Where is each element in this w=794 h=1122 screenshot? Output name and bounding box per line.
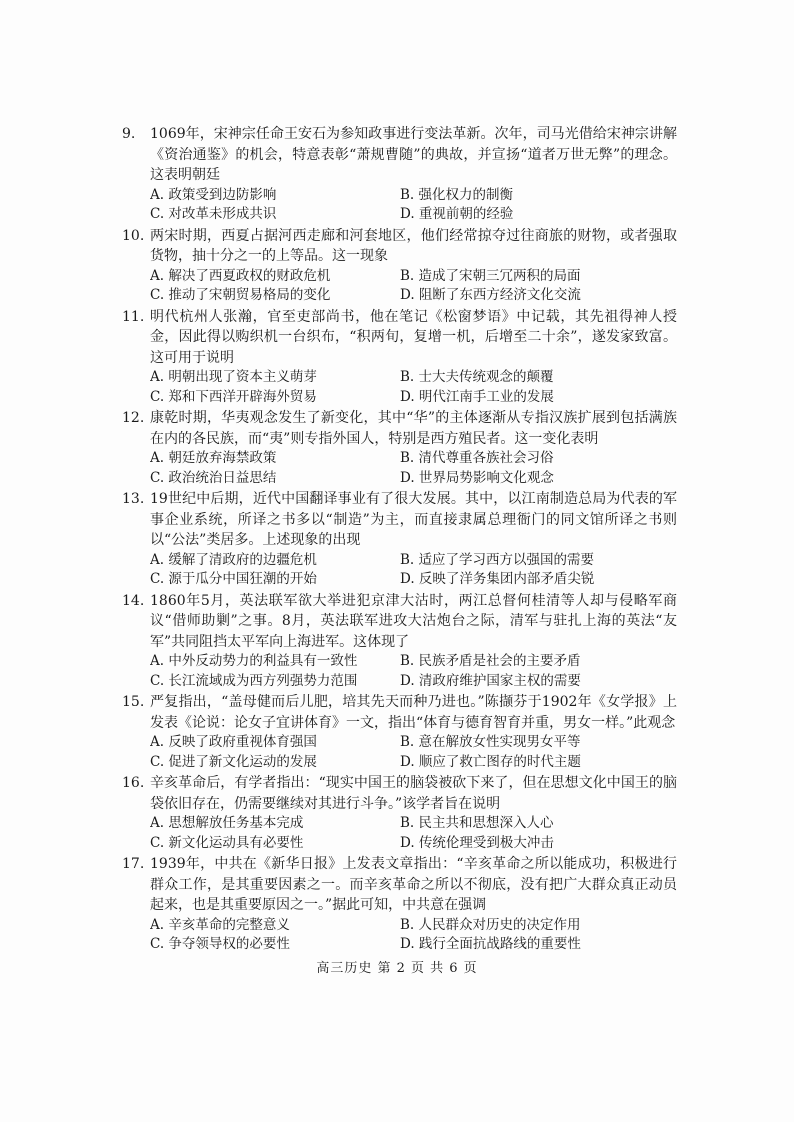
answer-option: C. 争夺领导权的必要性 (150, 936, 290, 952)
answer-option: C. 对改革未形成共识 (150, 206, 277, 222)
answer-option: C. 郑和下西洋开辟海外贸易 (150, 388, 317, 405)
answer-option: D. 顺应了救亡图存的时代主题 (400, 753, 581, 770)
question-item (122, 408, 677, 488)
answer-option: A. 明朝出现了资本主义萌芽 (150, 369, 317, 385)
answer-options (150, 186, 677, 225)
answer-option: D. 阻断了东西方经济文化交流 (400, 287, 581, 303)
answer-options (150, 551, 677, 590)
question-item (122, 854, 677, 955)
question-item (122, 692, 677, 772)
question-number: 13. (122, 491, 145, 507)
question-stem-row (122, 854, 677, 916)
question-stem-row (122, 408, 677, 449)
answer-option: A. 中外反动势力的利益具有一致性 (150, 653, 358, 669)
answer-option: D. 清政府维护国家主权的需要 (400, 672, 581, 689)
answer-options (150, 814, 677, 853)
answer-option: B. 清代尊重各族社会习俗 (400, 450, 554, 466)
question-stem: 康乾时期，华夷观念发生了新变化，其中“华”的主体逐渐从专指汉族扩展到包括满族在内的各民族，而“夷”则专指外国人，特别是西方殖民者。这一变化表明 (150, 410, 677, 447)
answer-option: A. 思想解放任务基本完成 (150, 815, 304, 831)
answer-option: D. 重视前朝的经验 (400, 206, 514, 222)
question-stem-row (122, 489, 677, 551)
page-footer: 高三历史 第 2 页 共 6 页 (316, 961, 478, 976)
question-stem: 1069年，宋神宗任命王安石为参知政事进行变法革新。次年，司马光借给宋神宗讲解《资治通鉴》的机会，特意表彰“萧规曹随”的典故，并宣扬“道者万世无弊”的理念。这表明朝廷 (150, 126, 677, 183)
question-list (122, 124, 677, 956)
answer-option: A. 反映了政府重视体育强国 (150, 734, 317, 750)
answer-option: A. 缓解了清政府的边疆危机 (150, 551, 317, 568)
question-item (122, 773, 677, 853)
answer-option: D. 反映了洋务集团内部矛盾尖锐 (400, 571, 595, 587)
answer-option: C. 政治统治日益思结 (150, 469, 277, 486)
question-item (122, 226, 677, 306)
question-stem: 19世纪中后期，近代中国翻译事业有了很大发展。其中，以江南制造总局为代表的军事企业系统，所译之书多以“制造”为主，而直接隶属总理衙门的同文馆所译之书则以“公法”类居多。上述现象的出现 (150, 491, 677, 548)
answer-option: C. 源于瓜分中国狂潮的开始 (150, 571, 317, 587)
question-stem-row (122, 307, 677, 369)
answer-options (150, 267, 677, 306)
answer-option: D. 践行全面抗战路线的重要性 (400, 936, 581, 952)
question-stem-row (122, 591, 677, 653)
question-item (122, 591, 677, 692)
answer-options (150, 652, 677, 691)
question-stem: 明代杭州人张瀚，官至吏部尚书，他在笔记《松窗梦语》中记载，其先祖得神人授金，因此得以购织机一台织布，“积两旬，复增一机，后增至二十余”，遂发家致富。这可用于说明 (150, 308, 677, 366)
question-number: 9. (122, 126, 136, 142)
question-number: 12. (122, 410, 145, 426)
answer-option: A. 辛亥革命的完整意义 (150, 916, 290, 933)
question-item (122, 307, 677, 408)
answer-option: D. 明代江南手工业的发展 (400, 388, 554, 405)
question-stem-row (122, 773, 677, 814)
answer-option: B. 适应了学习西方以强国的需要 (400, 551, 595, 568)
answer-option: B. 意在解放女性实现男女平等 (400, 734, 581, 750)
answer-option: D. 世界局势影响文化观念 (400, 469, 554, 486)
answer-options (150, 916, 677, 955)
answer-option: B. 造成了宋朝三冗两积的局面 (400, 267, 581, 284)
question-number: 10. (122, 227, 145, 244)
question-stem-row (122, 226, 677, 267)
answer-option: A. 解决了西夏政权的财政危机 (150, 267, 331, 284)
question-stem: 严复指出，“盖母健而后儿肥，培其先天而种乃进也。”陈撷芬于1902年《女学报》上发表《论说：论女子宜讲体育》一文，指出“体育与德育智育并重，男女一样。”此观念 (150, 694, 677, 731)
question-stem: 辛亥革命后，有学者指出：“现实中国王的脑袋被砍下来了，但在思想文化中国王的脑袋依旧存在，仍需要继续对其进行斗争。”该学者旨在说明 (150, 775, 677, 812)
question-number: 14. (122, 592, 145, 609)
question-stem-row (122, 692, 677, 733)
answer-option: B. 士大夫传统观念的颠覆 (400, 369, 554, 385)
question-number: 17. (122, 856, 145, 872)
question-stem-row (122, 124, 677, 186)
question-stem: 1860年5月，英法联军欲大举进犯京津大沽时，两江总督何桂清等人却与侵略军商议“借师助剿”之事。8月，英法联军进攻大沽炮台之际，清军与驻扎上海的英法“友军”共同阻挡太平军向上海进军。这体现了 (150, 592, 677, 650)
answer-option: A. 政策受到边防影响 (150, 186, 277, 203)
question-item (122, 124, 677, 225)
answer-option: C. 促进了新文化运动的发展 (150, 753, 317, 770)
question-stem: 1939年，中共在《新华日报》上发表文章指出：“辛亥革命之所以能成功，积极进行群众工作，是其重要因素之一。而辛亥革命之所以不彻底，没有把广大群众真正动员起来，也是其重要原因之一。”据此可知，中共意在强调 (150, 856, 677, 913)
answer-option: C. 推动了宋朝贸易格局的变化 (150, 287, 331, 303)
answer-option: B. 民族矛盾是社会的主要矛盾 (400, 653, 581, 669)
question-item (122, 489, 677, 590)
answer-option: D. 传统伦理受到极大冲击 (400, 834, 554, 851)
answer-options (150, 733, 677, 772)
answer-options (150, 449, 677, 488)
answer-option: C. 新文化运动具有必要性 (150, 834, 304, 851)
question-number: 16. (122, 775, 145, 791)
answer-option: B. 民主共和思想深入人心 (400, 815, 554, 831)
question-stem: 两宋时期，西夏占据河西走廊和河套地区，他们经常掠夺过往商旅的财物，或者强取货物，抽十分之一的上等品。这一现象 (150, 227, 677, 264)
answer-option: B. 人民群众对历史的决定作用 (400, 916, 581, 933)
answer-option: C. 长江流域成为西方列强势力范围 (150, 672, 358, 689)
answer-option: A. 朝廷放弃海禁政策 (150, 450, 277, 466)
question-number: 11. (122, 308, 145, 325)
question-number: 15. (122, 694, 145, 710)
answer-option: B. 强化权力的制衡 (400, 186, 514, 203)
answer-options (150, 368, 677, 407)
